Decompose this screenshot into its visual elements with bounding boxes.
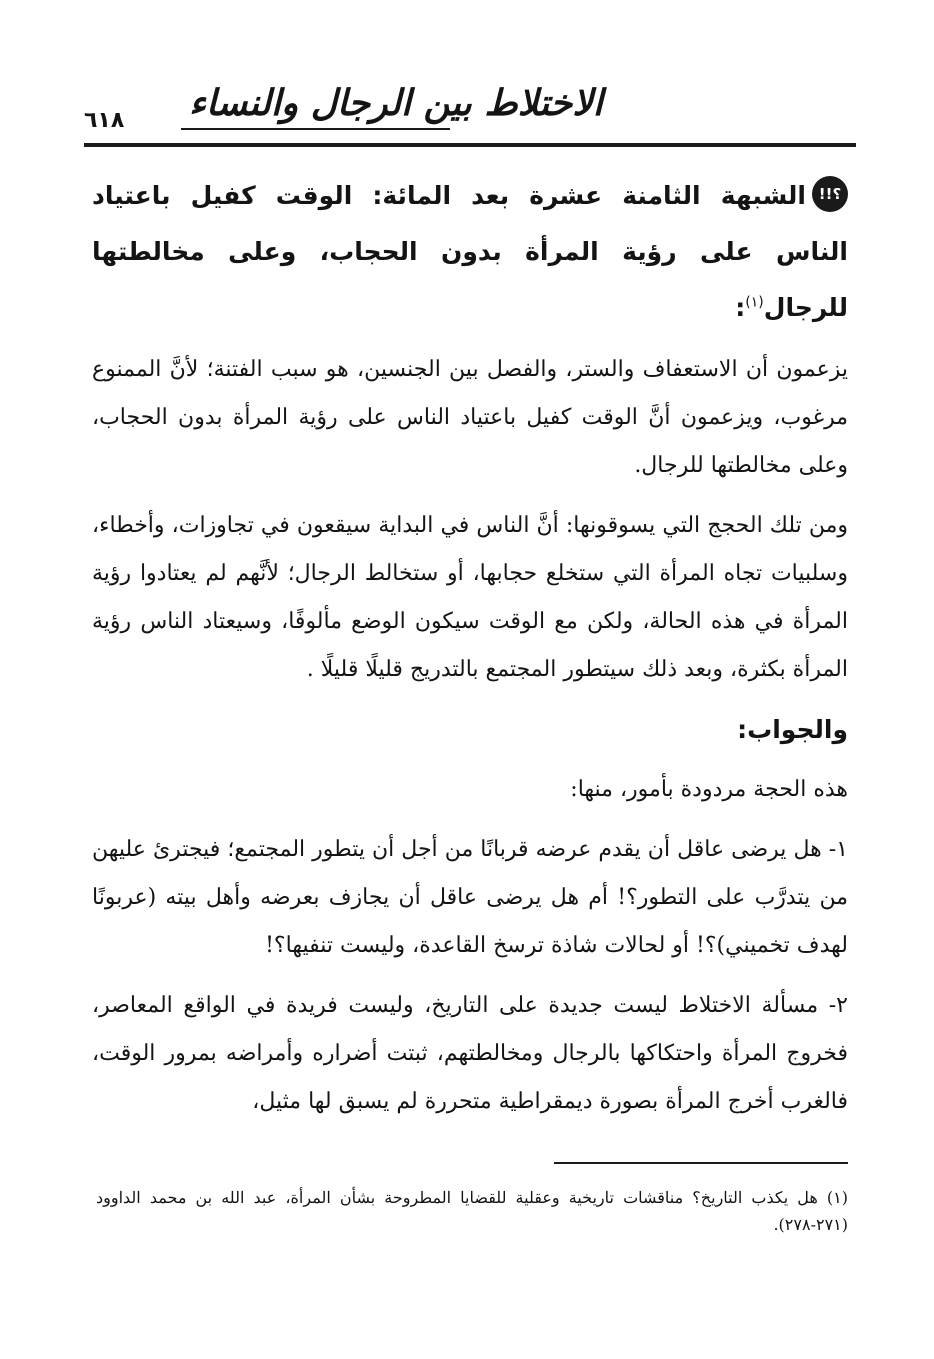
- main-text: [92, 168, 848, 1126]
- page-number: ٦١٨: [84, 108, 125, 133]
- running-title: الاختلاط بين الرجال والنساء: [189, 82, 603, 124]
- answer-intro: هذه الحجة مردودة بأمور، منها:: [570, 777, 848, 802]
- footnote: (١) هل يكذب التاريخ؟ مناقشات تاريخية وعقلية للقضايا المطروحة بشأن المرأة، عبد الله بن محمد الداوود (٢٧١-٢٧٨).: [96, 1188, 848, 1234]
- header-rule: [84, 143, 856, 147]
- title-underline: [181, 128, 450, 130]
- paragraph-arguments: ومن تلك الحجج التي يسوقونها: أنَّ الناس في البداية سيقعون في تجاوزات، وأخطاء، وسلبيات تجاه المرأة التي ستخلع حجابها، أو ستخالط الرجال؛ لأنَّهم لم يعتادوا رؤية المرأة في هذه الحالة، ولكن مع الوقت سيكون الوضع مألوفًا، وسيعتاد الناس رؤية المرأة بكثرة، وبعد ذلك سيتطور المجتمع بالتدريج قليلًا قليلًا .: [92, 513, 848, 682]
- heading-text: الشبهة الثامنة عشرة بعد المائة: الوقت كفيل باعتياد الناس على رؤية المرأة بدون الحجاب، وعلى مخالطتها للرجال: [92, 181, 848, 322]
- footnote-separator: [554, 1162, 848, 1164]
- footnote-reference[interactable]: (١): [745, 294, 764, 311]
- running-header: [84, 80, 856, 150]
- heading-end-punct: :: [735, 293, 746, 322]
- answer-heading: والجواب:: [737, 715, 848, 744]
- answer-point-1: ١- هل يرضى عاقل أن يقدم عرضه قربانًا من أجل أن يتطور المجتمع؛ فيجترئ عليهن من يتدرَّب على التطور؟! أم هل يرضى عاقل أن يجازف بعرضه وأهل بيته (عربونًا لهدف تخميني)؟! أو لحالات شاذة ترسخ القاعدة، وليست تنفيها؟!: [92, 837, 848, 958]
- answer-point-2: ٢- مسألة الاختلاط ليست جديدة على التاريخ، وليست فريدة في الواقع المعاصر، فخروج المرأة واحتكاكها بالرجال ومخالطتهم، ثبتت أضراره وأمراضه بمرور الوقت، فالغرب أخرج المرأة بصورة ديمقراطية متحررة لم يسبق لها مثيل،: [92, 993, 848, 1114]
- paragraph-claim: يزعمون أن الاستعفاف والستر، والفصل بين الجنسين، هو سبب الفتنة؛ لأنَّ الممنوع مرغوب، ويزعمون أنَّ الوقت كفيل باعتياد الناس على رؤية المرأة بدون الحجاب، وعلى مخالطتها للرجال.: [92, 357, 848, 478]
- exclamation-question-badge-icon: !!؟: [812, 176, 848, 212]
- section-heading: [92, 168, 848, 336]
